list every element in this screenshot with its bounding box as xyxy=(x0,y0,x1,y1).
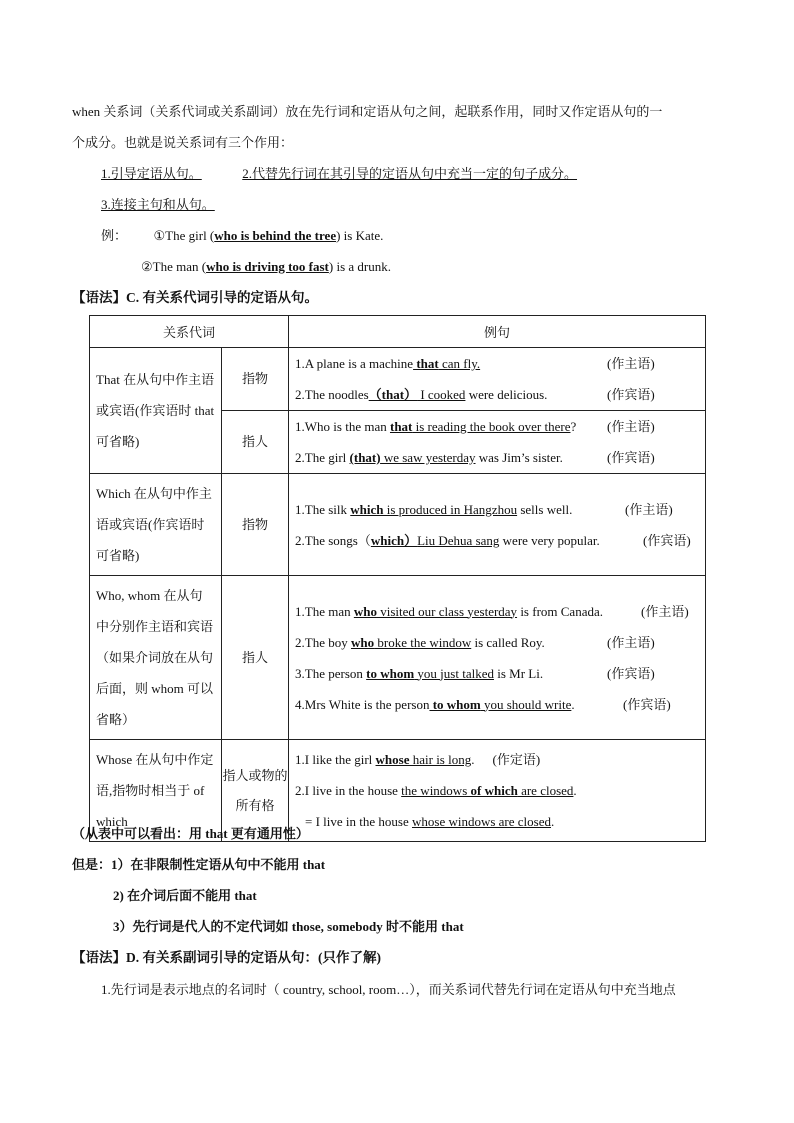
ex-function: (作定语) xyxy=(492,752,541,767)
header-pronoun: 关系代词 xyxy=(90,316,289,348)
ex-post: sells well. xyxy=(517,501,573,517)
ex-post: . xyxy=(573,783,577,798)
ex-function: (作宾语) xyxy=(623,696,671,712)
table-row xyxy=(90,576,706,740)
ex-function: (作主语) xyxy=(641,603,689,619)
function-3: 3.连接主句和从句。 xyxy=(101,197,215,212)
ex-pre: 1.Who is the man xyxy=(295,419,390,434)
ex-clause: visited our class yesterday xyxy=(376,603,518,619)
ex-pronoun: which xyxy=(350,501,384,517)
functions-line-2 xyxy=(101,196,215,214)
intro-line-1: when 关系词（关系代词或关系副词）放在先行词和定语从句之间，起联系作用，同时又作定语从句的一 xyxy=(72,104,663,119)
ex-function: (作主语) xyxy=(607,634,655,650)
ex-pre: 2.The songs（ xyxy=(295,532,371,548)
that-description: That 在从句中作主语或宾语(作宾语时 that 可省略) xyxy=(90,348,222,474)
example-1 xyxy=(101,227,383,245)
ex-pre: 1.A plane is a machine xyxy=(295,356,414,371)
ex-pronoun: that xyxy=(413,356,439,371)
ex-clause: you just talked xyxy=(414,665,494,681)
note-3: 2) 在介词后面不能用 that xyxy=(113,888,257,903)
that-thing-label: 指物 xyxy=(222,348,289,411)
section-d-title: 【语法】D. 有关系副词引导的定语从句：(只作了解) xyxy=(72,950,381,965)
example-1-pre: ①The girl ( xyxy=(153,228,215,243)
relative-pronoun-table xyxy=(89,315,706,842)
ex-clause: is produced in Hangzhou xyxy=(383,501,518,517)
ex-pre: 1.The silk xyxy=(295,501,351,517)
intro-line-2: 个成分。也就是说关系词有三个作用： xyxy=(72,135,294,150)
ex-pronoun: to whom xyxy=(429,696,481,712)
ex-pre: = I live in the house xyxy=(305,814,412,829)
ex-clause: I cooked xyxy=(417,387,466,402)
that-thing-examples xyxy=(289,348,706,411)
who-examples xyxy=(289,576,706,740)
ex-function: (作宾语) xyxy=(607,665,655,681)
example-label: 例： xyxy=(101,228,128,243)
ex-pronoun: that xyxy=(389,419,413,434)
ex-function: (作主语) xyxy=(625,501,673,517)
ex-clause: broke the window xyxy=(374,634,472,650)
ex-function: (作宾语) xyxy=(607,450,655,465)
who-type-label: 指人 xyxy=(222,576,289,740)
table-row xyxy=(90,474,706,576)
example-2 xyxy=(141,258,391,276)
ex-pre: 2.I live in the house xyxy=(295,783,402,798)
table-header-row xyxy=(90,316,706,348)
whose-description: Whose 在从句中作定语,指物时相当于 of which xyxy=(90,740,222,842)
example-1-clause: who is behind the tree xyxy=(214,228,337,243)
ex-post: was Jim’s sister. xyxy=(475,450,563,465)
ex-pronoun: to whom xyxy=(366,665,415,681)
note-1: （从表中可以看出：用 that 更有通用性） xyxy=(72,826,309,841)
note-4: 3）先行词是代人的不定代词如 those, somebody 时不能用 that xyxy=(113,919,464,934)
example-2-post: ) is a drunk. xyxy=(328,259,391,274)
that-person-examples xyxy=(289,411,706,474)
ex-pronoun: who xyxy=(350,634,375,650)
note-2: 但是：1）在非限制性定语从句中不能用 that xyxy=(72,857,326,872)
ex-clause: hair is long xyxy=(409,752,472,767)
ex-post: is Mr Li. xyxy=(493,665,544,681)
section-d-line-1: 1.先行词是表示地点的名词时（ country, school, room…），而关系词代替先行词在定语从句中充当地点 xyxy=(101,982,676,997)
example-1-post: ) is Kate. xyxy=(336,228,384,243)
ex-pronoun: which） xyxy=(370,532,418,548)
example-2-clause: who is driving too fast xyxy=(206,259,329,274)
table-row xyxy=(90,348,706,411)
section-c-title: 【语法】C. 有关系代词引导的定语从句。 xyxy=(72,290,318,305)
ex-post: is from Canada. xyxy=(517,603,603,619)
ex-clause: Liu Dehua sang xyxy=(417,532,500,548)
ex-pronoun: whose xyxy=(375,752,410,767)
ex-post: were very popular. xyxy=(499,532,600,548)
function-1: 1.引导定语从句。 xyxy=(101,166,202,181)
which-type-label: 指物 xyxy=(222,474,289,576)
example-2-pre: ②The man ( xyxy=(141,259,207,274)
ex-pre: 2.The boy xyxy=(295,634,351,650)
ex-post: . xyxy=(551,814,555,829)
ex-post: . xyxy=(471,752,475,767)
ex-pronoun: who xyxy=(353,603,377,619)
ex-function: (作宾语) xyxy=(607,387,655,402)
ex-post: were delicious. xyxy=(465,387,548,402)
ex-pronoun: of which xyxy=(470,783,518,798)
ex-pre: 1.The man xyxy=(295,603,354,619)
which-description: Which 在从句中作主语或宾语(作宾语时可省略) xyxy=(90,474,222,576)
that-person-label: 指人 xyxy=(222,411,289,474)
header-example: 例句 xyxy=(289,316,706,348)
ex-pronoun: (that) xyxy=(349,450,381,465)
ex-clause: you should write xyxy=(480,696,572,712)
whose-type-label: 指人或物的所有格 xyxy=(222,740,289,842)
function-2: 2.代替先行词在其引导的定语从句中充当一定的句子成分。 xyxy=(242,166,578,181)
ex-post: ? xyxy=(570,419,577,434)
ex-pre: 1.I like the girl xyxy=(295,752,376,767)
ex-function: (作主语) xyxy=(607,356,655,371)
ex-clause: we saw yesterday xyxy=(380,450,476,465)
ex-function: (作宾语) xyxy=(643,532,691,548)
ex-clause: are closed xyxy=(517,783,574,798)
ex-post: . xyxy=(571,696,575,712)
ex-pre: 2.The girl xyxy=(295,450,350,465)
ex-pre: 3.The person xyxy=(295,665,367,681)
whose-examples xyxy=(289,740,706,842)
ex-pronoun: （that） xyxy=(368,387,418,402)
ex-function: (作主语) xyxy=(607,419,655,434)
ex-pre: 2.The noodles xyxy=(295,387,369,402)
ex-pre: 4.Mrs White is the person xyxy=(295,696,430,712)
ex-post: is called Roy. xyxy=(471,634,545,650)
functions-line-1 xyxy=(101,165,577,183)
ex-clause: is reading the book over there xyxy=(412,419,571,434)
ex-clause: can fly. xyxy=(438,356,481,371)
which-examples xyxy=(289,474,706,576)
ex-clause: the windows xyxy=(401,783,471,798)
ex-clause: whose windows are closed xyxy=(412,814,551,829)
who-description: Who, whom 在从句中分别作主语和宾语（如果介词放在从句后面，则 whom 可以省略） xyxy=(90,576,222,740)
